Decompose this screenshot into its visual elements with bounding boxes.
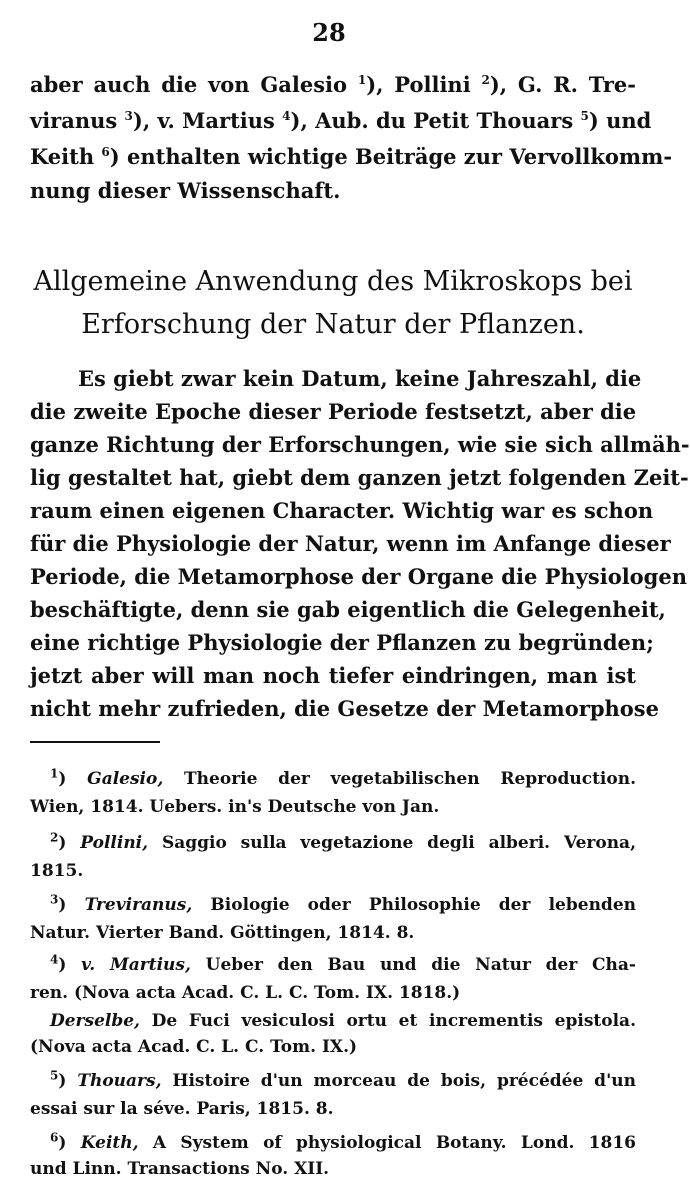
footnote-text: Saggio sulla vegetazione degli alberi. Verona, (148, 833, 636, 853)
footnote-author: Galesio, (87, 769, 164, 789)
footnote-text: Ueber den Bau und die Natur der Cha- (190, 955, 636, 975)
footnote-3-cont: Natur. Vierter Band. Göttingen, 1814. 8. (30, 923, 415, 943)
body-line: die zweite Epoche dieser Periode festsetzt, aber die (30, 399, 637, 424)
text: ), Pollini (366, 72, 482, 97)
footnote-5-cont: essai sur la séve. Paris, 1815. 8. (30, 1099, 334, 1119)
body-line: Periode, die Metamorphose der Organe die Physiologen (30, 564, 687, 589)
body-line: Es giebt zwar kein Datum, keine Jahreszahl, die (78, 366, 642, 391)
footnote-number: 1 (50, 766, 59, 781)
paren: ) (58, 955, 82, 975)
body-line: ganze Richtung der Erforschungen, wie sie sich allmäh- (30, 432, 690, 457)
footnote-author: Pollini, (80, 833, 149, 853)
footnote-6 (30, 1130, 636, 1156)
paren: ) (58, 1133, 81, 1153)
intro-line-1 (30, 70, 636, 100)
footnote-author: v. Martius, (81, 955, 191, 975)
footnote-separator (30, 741, 160, 743)
text: ), v. Martius (132, 108, 283, 133)
section-heading-line-2: Erforschung der Natur der Pflanzen. (81, 309, 585, 340)
footnote-1-cont: Wien, 1814. Uebers. in's Deutsche von Jan. (30, 797, 440, 817)
body-line: eine richtige Physiologie der Pflanzen zu begründen; (30, 630, 654, 655)
footnote-author: Treviranus, (84, 895, 193, 915)
footnote-text: De Fuci vesiculosi ortu et incrementis epistola. (139, 1011, 636, 1031)
text: ), Aub. du Petit Thouars (290, 108, 581, 133)
text: aber auch die von Galesio (30, 72, 358, 97)
footnote-ref-3: 3 (124, 109, 133, 123)
footnote-text: Theorie der vegetabilischen Reproduction. (163, 769, 636, 789)
intro-line-3 (30, 142, 673, 172)
body-line: nicht mehr zufrieden, die Gesetze der Metamorphose (30, 696, 659, 721)
footnote-author: Keith, (80, 1133, 139, 1153)
text: Keith (30, 144, 102, 169)
body-line: jetzt aber will man noch tiefer eindringen, man ist (30, 663, 636, 688)
paren: ) (58, 895, 85, 915)
footnote-ref-6: 6 (101, 145, 110, 159)
footnote-4 (30, 952, 636, 978)
footnote-text: A System of physiological Botany. Lond. 1816 (138, 1133, 636, 1153)
intro-line-2 (30, 106, 652, 136)
footnote-author: Derselbe, (50, 1011, 140, 1031)
paren: ) (58, 769, 88, 789)
footnote-ref-5: 5 (580, 109, 589, 123)
body-line: beschäftigte, denn sie gab eigentlich die Gelegenheit, (30, 597, 666, 622)
footnote-number: 4 (50, 952, 59, 967)
text: ) und (588, 108, 652, 133)
footnote-2 (30, 830, 636, 856)
footnote-6-cont: und Linn. Transactions No. XII. (30, 1159, 330, 1179)
footnote-number: 2 (50, 830, 59, 845)
text: ) enthalten wichtige Beiträge zur Vervollkomm- (109, 144, 673, 169)
footnote-ref-4: 4 (282, 109, 291, 123)
section-heading-line-1: Allgemeine Anwendung des Mikroskops bei (33, 266, 633, 297)
footnote-text: Histoire d'un morceau de bois, précédée d'un (161, 1071, 636, 1091)
text: ), G. R. Tre- (489, 72, 636, 97)
footnote-number: 6 (50, 1130, 59, 1145)
footnote-2-cont: 1815. (30, 861, 84, 881)
footnote-text: Biologie oder Philosophie der lebenden (192, 895, 636, 915)
footnote-author: Thouars, (77, 1071, 162, 1091)
footnote-4b-cont: (Nova acta Acad. C. L. C. Tom. IX.) (30, 1037, 358, 1057)
footnote-number: 5 (50, 1068, 59, 1083)
footnote-ref-2: 2 (481, 73, 490, 87)
paren: ) (58, 1071, 78, 1091)
footnote-4-cont: ren. (Nova acta Acad. C. L. C. Tom. IX. 1818.) (30, 983, 461, 1003)
body-line: raum einen eigenen Character. Wichtig war es schon (30, 498, 654, 523)
footnote-5 (30, 1068, 636, 1094)
footnote-ref-1: 1 (357, 73, 367, 87)
footnote-1 (30, 766, 636, 792)
page-number: 28 (312, 18, 346, 47)
intro-line-4: nung dieser Wissenschaft. (30, 178, 341, 203)
text: viranus (30, 108, 125, 133)
body-line: für die Physiologie der Natur, wenn im Anfange dieser (30, 531, 671, 556)
paren: ) (58, 833, 81, 853)
footnote-3 (30, 892, 636, 918)
footnote-number: 3 (50, 892, 59, 907)
body-line: lig gestaltet hat, giebt dem ganzen jetzt folgenden Zeit- (30, 465, 689, 490)
footnote-4b (30, 1008, 636, 1034)
